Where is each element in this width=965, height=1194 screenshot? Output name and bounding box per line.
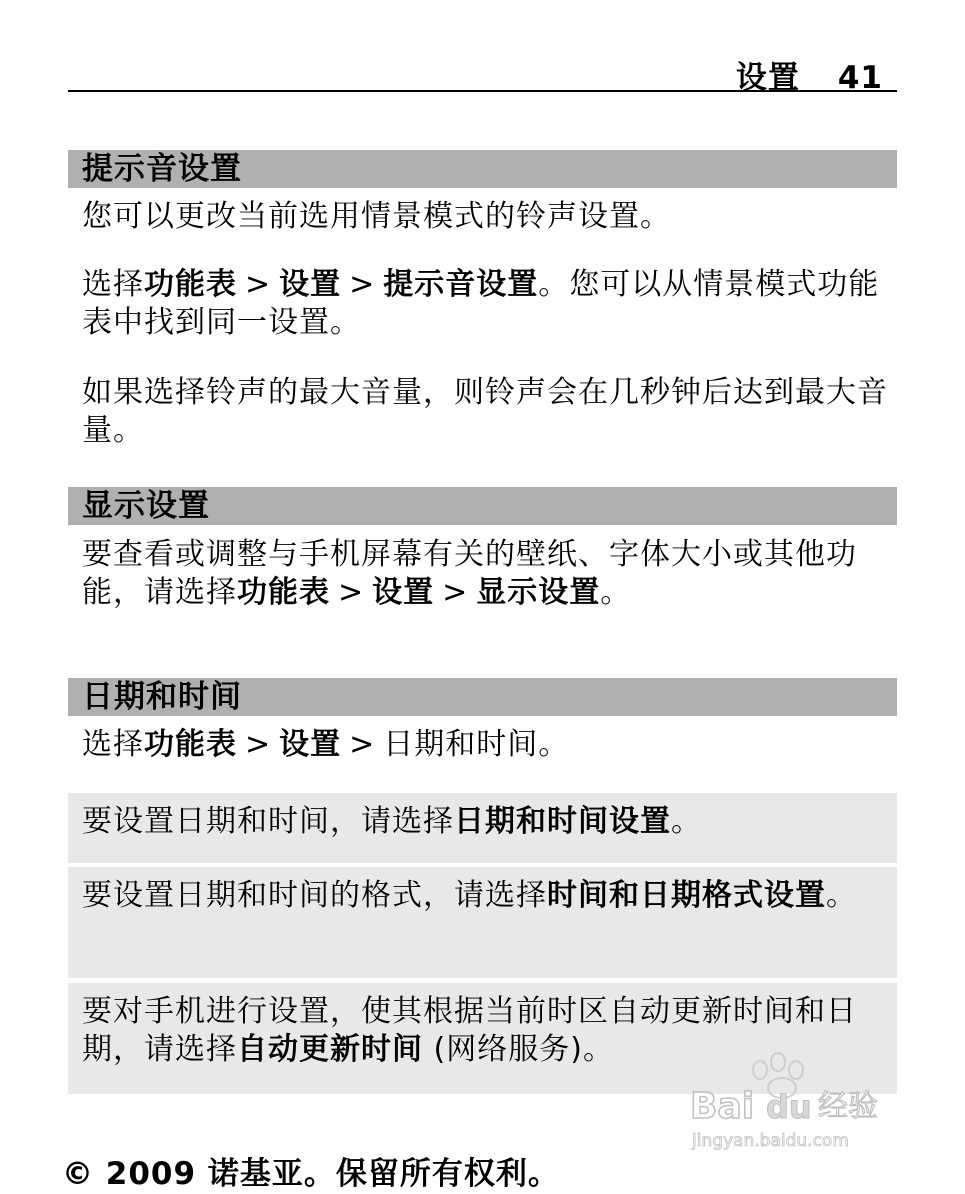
page-header: [68, 50, 897, 96]
header-right: [736, 52, 883, 97]
heading-date-time: 日期和时间: [68, 678, 897, 716]
tip-set-date-time: 要设置日期和时间，请选择日期和时间设置。: [68, 793, 897, 863]
ringtone-path: 选择功能表 > 设置 > 提示音设置。您可以从情景模式功能表中找到同一设置。: [82, 267, 880, 340]
baidu-watermark-logo: [690, 1048, 905, 1158]
svg-text:Bai: Bai: [690, 1086, 755, 1127]
copyright-footer: © 2009 诺基亚。保留所有权利。: [62, 1156, 560, 1192]
menu-link: 功能表: [237, 575, 330, 610]
page-number: 41: [837, 60, 883, 96]
svg-text:du: du: [766, 1088, 812, 1126]
ringtone-intro: 您可以更改当前选用情景模式的铃声设置。: [82, 199, 671, 234]
tip-option: 自动更新时间: [237, 1032, 423, 1067]
tip-date-time-format: 要设置日期和时间的格式，请选择时间和日期格式设置。: [68, 867, 897, 978]
date-time-path: 选择功能表 > 设置 > 日期和时间。: [82, 727, 570, 762]
header-section-title: 设置: [735, 60, 800, 96]
tip-option: 时间和日期格式设置: [547, 878, 826, 913]
display-path: 要查看或调整与手机屏幕有关的壁纸、字体大小或其他功能，请选择功能表 > 设置 > 显示设置。: [82, 537, 857, 610]
display-settings-link: 显示设置: [476, 575, 601, 610]
ringtone-volume-note: 如果选择铃声的最大音量，则铃声会在几秒钟后达到最大音量。: [82, 375, 888, 448]
menu-link: 功能表: [144, 267, 237, 302]
svg-text:经验: 经验: [818, 1089, 878, 1124]
svg-text:jingyan.baidu.com: jingyan.baidu.com: [692, 1131, 849, 1151]
ringtone-settings-link: 提示音设置: [383, 267, 539, 302]
heading-display-settings: 显示设置: [68, 487, 897, 525]
tip-option: 日期和时间设置: [454, 804, 671, 839]
settings-link: 设置: [279, 727, 342, 762]
settings-link: 设置: [279, 267, 342, 302]
tip-auto-update-time: 要对手机进行设置，使其根据当前时区自动更新时间和日期，请选择自动更新时间 (网络服务)。: [68, 983, 897, 1094]
heading-ringtone-settings: 提示音设置: [68, 150, 897, 188]
date-time-item: 日期和时间: [383, 727, 539, 762]
menu-link: 功能表: [144, 727, 237, 762]
settings-link: 设置: [372, 575, 435, 610]
